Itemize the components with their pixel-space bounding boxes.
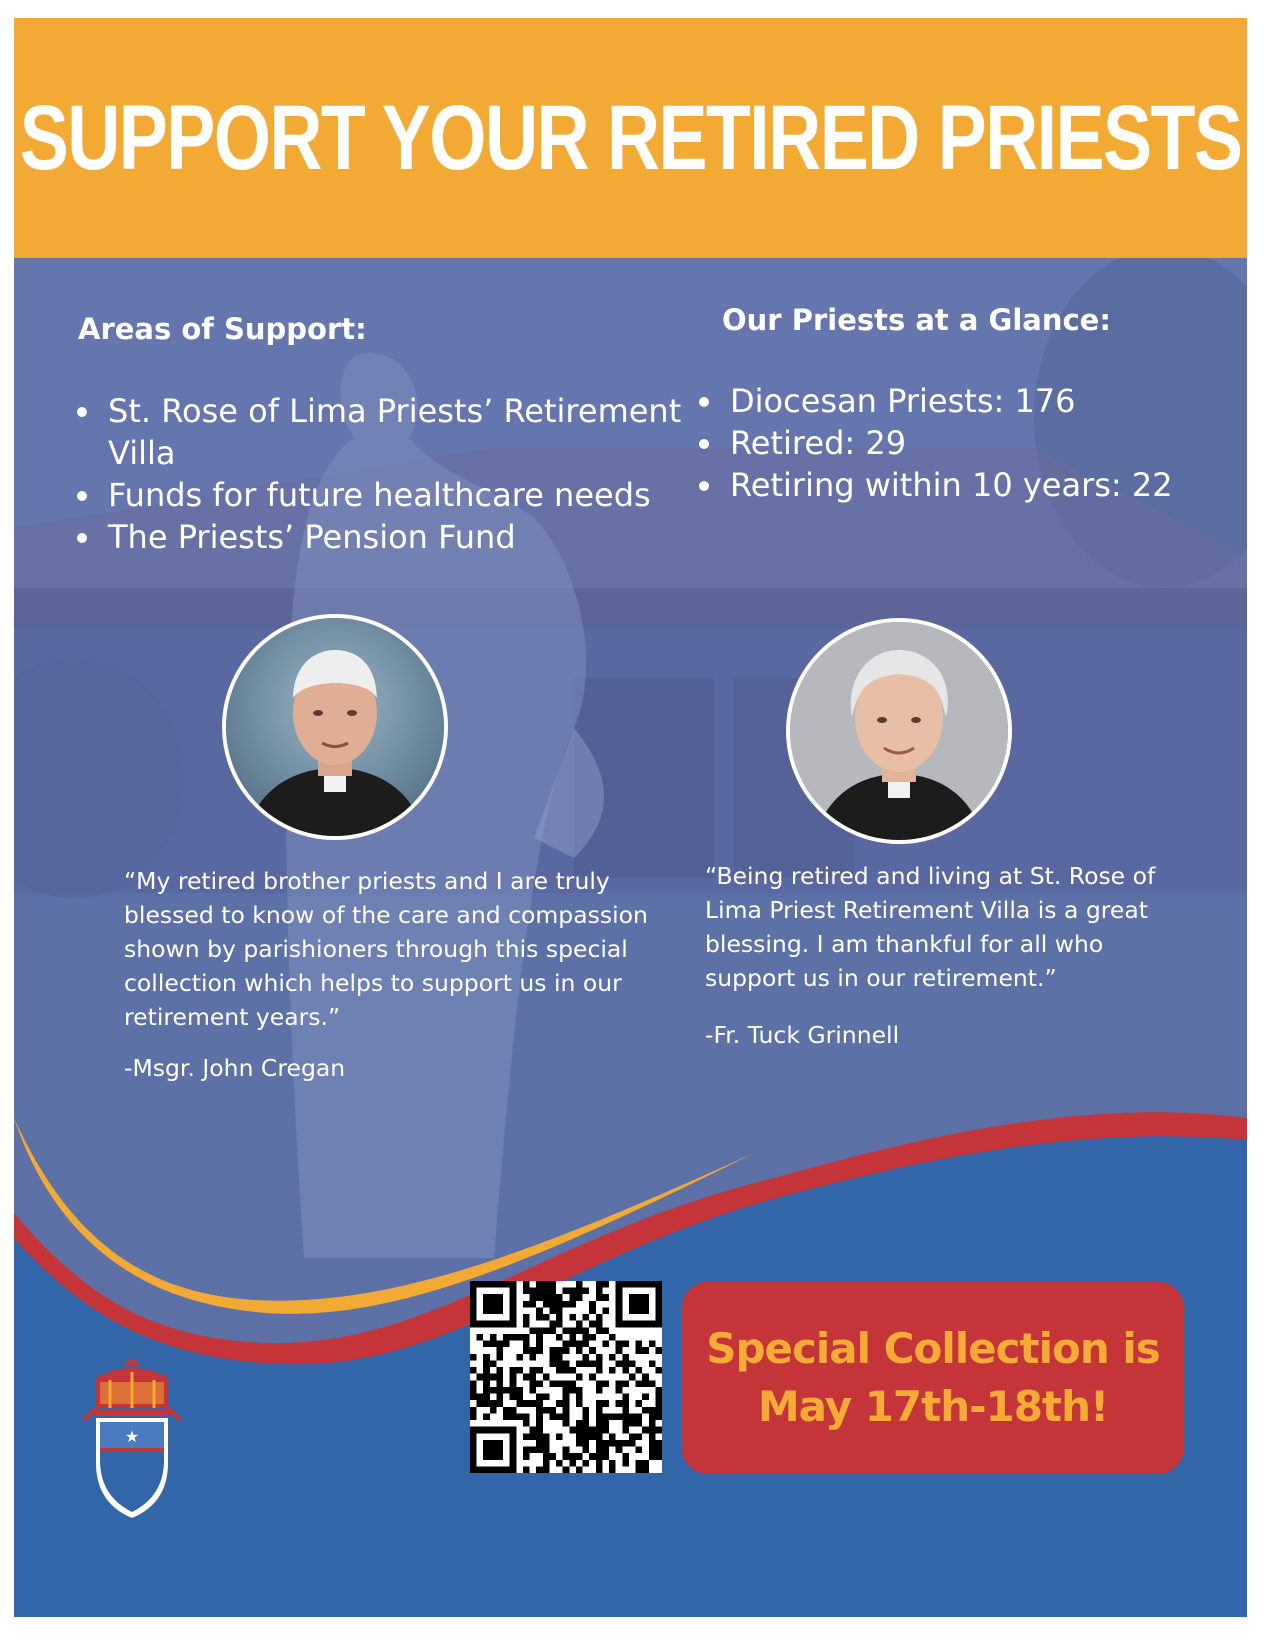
list-item: • Diocesan Priests: 176 xyxy=(726,380,1246,422)
quote-msgr-cregan: “My retired brother priests and I are truly blessed to know of the care and compassion shown by parishioners through this special collection which helps to support us in our retirement years.” xyxy=(124,867,648,1031)
svg-text:★: ★ xyxy=(124,1427,140,1446)
priests-at-a-glance-heading: Our Priests at a Glance: xyxy=(722,303,1111,337)
areas-of-support-heading: Areas of Support: xyxy=(78,312,367,346)
list-item: • The Priests’ Pension Fund xyxy=(104,516,694,558)
list-item: • Retiring within 10 years: 22 xyxy=(726,464,1246,506)
diocese-crest-logo xyxy=(76,1358,188,1522)
quote-fr-grinnell: “Being retired and living at St. Rose of Lima Priest Retirement Villa is a great blessing. I am thankful for all who support us in our retirement.” xyxy=(705,862,1156,992)
list-item: • St. Rose of Lima Priests’ Retirement Villa xyxy=(104,390,694,474)
page-title: SUPPORT YOUR RETIRED PRIESTS xyxy=(19,86,1242,189)
title-banner xyxy=(14,18,1247,258)
areas-of-support-list xyxy=(72,390,694,558)
attribution-fr-grinnell: -Fr. Tuck Grinnell xyxy=(705,1021,900,1049)
attribution-msgr-cregan: -Msgr. John Cregan xyxy=(124,1054,346,1082)
portrait-msgr-cregan xyxy=(222,614,448,840)
qr-code[interactable] xyxy=(470,1281,662,1473)
flyer xyxy=(14,18,1247,1617)
portrait-fr-grinnell xyxy=(786,618,1012,844)
cta-line-1: Special Collection is xyxy=(706,1324,1160,1373)
priests-at-a-glance-list xyxy=(694,380,1246,506)
special-collection-banner xyxy=(682,1282,1184,1474)
list-item: • Retired: 29 xyxy=(726,422,1246,464)
cta-line-2: May 17th-18th! xyxy=(757,1382,1109,1431)
list-item: • Funds for future healthcare needs xyxy=(104,474,694,516)
